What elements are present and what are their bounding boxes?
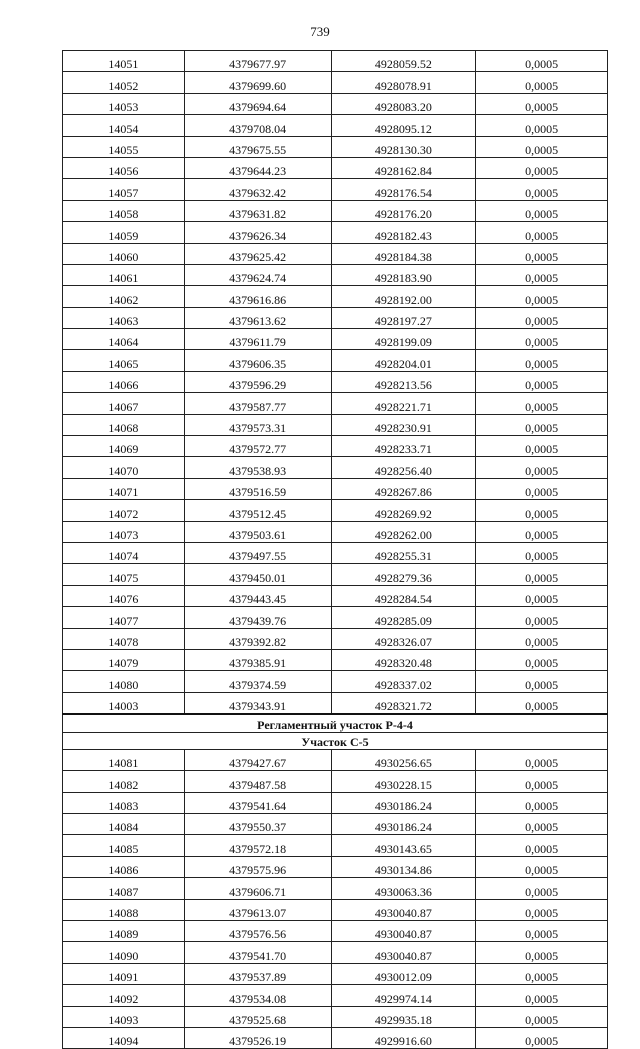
accuracy-value-cell: 0,0005	[476, 371, 608, 392]
point-number-cell: 14058	[63, 200, 185, 221]
accuracy-value-cell: 0,0005	[476, 521, 608, 542]
y-coordinate-cell: 4928230.91	[331, 414, 476, 435]
y-coordinate-cell: 4928176.20	[331, 200, 476, 221]
accuracy-value-cell: 0,0005	[476, 436, 608, 457]
x-coordinate-cell: 4379450.01	[184, 564, 331, 585]
y-coordinate-cell: 4930256.65	[331, 749, 476, 770]
x-coordinate-cell: 4379541.64	[184, 792, 331, 813]
table-row	[63, 835, 608, 856]
accuracy-value-cell: 0,0005	[476, 1027, 608, 1048]
point-number-cell: 14084	[63, 814, 185, 835]
accuracy-value-cell: 0,0005	[476, 921, 608, 942]
accuracy-value-cell: 0,0005	[476, 500, 608, 521]
y-coordinate-cell: 4928320.48	[331, 649, 476, 670]
accuracy-value-cell: 0,0005	[476, 264, 608, 285]
y-coordinate-cell: 4928326.07	[331, 628, 476, 649]
coordinates-block-2	[63, 749, 608, 1048]
accuracy-value-cell: 0,0005	[476, 307, 608, 328]
table-row	[63, 500, 608, 521]
table-row	[63, 222, 608, 243]
y-coordinate-cell: 4930228.15	[331, 771, 476, 792]
y-coordinate-cell: 4928176.54	[331, 179, 476, 200]
x-coordinate-cell: 4379538.93	[184, 457, 331, 478]
y-coordinate-cell: 4928199.09	[331, 329, 476, 350]
x-coordinate-cell: 4379572.77	[184, 436, 331, 457]
point-number-cell: 14073	[63, 521, 185, 542]
point-number-cell: 14068	[63, 414, 185, 435]
accuracy-value-cell: 0,0005	[476, 93, 608, 114]
accuracy-value-cell: 0,0005	[476, 51, 608, 72]
point-number-cell: 14077	[63, 607, 185, 628]
subsection-title: Участок С-5	[63, 732, 608, 749]
accuracy-value-cell: 0,0005	[476, 649, 608, 670]
y-coordinate-cell: 4928284.54	[331, 585, 476, 606]
x-coordinate-cell: 4379512.45	[184, 500, 331, 521]
table-row	[63, 307, 608, 328]
point-number-cell: 14074	[63, 542, 185, 563]
table-row	[63, 393, 608, 414]
table-row	[63, 436, 608, 457]
point-number-cell: 14090	[63, 942, 185, 963]
x-coordinate-cell: 4379537.89	[184, 963, 331, 984]
point-number-cell: 14092	[63, 985, 185, 1006]
point-number-cell: 14054	[63, 115, 185, 136]
x-coordinate-cell: 4379616.86	[184, 286, 331, 307]
point-number-cell: 14071	[63, 478, 185, 499]
x-coordinate-cell: 4379613.07	[184, 899, 331, 920]
table-row	[63, 521, 608, 542]
table-row	[63, 93, 608, 114]
point-number-cell: 14057	[63, 179, 185, 200]
accuracy-value-cell: 0,0005	[476, 329, 608, 350]
table-row	[63, 878, 608, 899]
y-coordinate-cell: 4928279.36	[331, 564, 476, 585]
x-coordinate-cell: 4379606.71	[184, 878, 331, 899]
y-coordinate-cell: 4930186.24	[331, 814, 476, 835]
x-coordinate-cell: 4379572.18	[184, 835, 331, 856]
table-row	[63, 157, 608, 178]
x-coordinate-cell: 4379497.55	[184, 542, 331, 563]
x-coordinate-cell: 4379632.42	[184, 179, 331, 200]
accuracy-value-cell: 0,0005	[476, 771, 608, 792]
table-row	[63, 792, 608, 813]
accuracy-value-cell: 0,0005	[476, 179, 608, 200]
y-coordinate-cell: 4928204.01	[331, 350, 476, 371]
x-coordinate-cell: 4379427.67	[184, 749, 331, 770]
x-coordinate-cell: 4379644.23	[184, 157, 331, 178]
x-coordinate-cell: 4379613.62	[184, 307, 331, 328]
accuracy-value-cell: 0,0005	[476, 542, 608, 563]
accuracy-value-cell: 0,0005	[476, 692, 608, 714]
x-coordinate-cell: 4379534.08	[184, 985, 331, 1006]
y-coordinate-cell: 4928078.91	[331, 72, 476, 93]
table-row	[63, 478, 608, 499]
accuracy-value-cell: 0,0005	[476, 856, 608, 877]
y-coordinate-cell: 4928255.31	[331, 542, 476, 563]
coordinates-block-1	[63, 51, 608, 715]
accuracy-value-cell: 0,0005	[476, 564, 608, 585]
x-coordinate-cell: 4379443.45	[184, 585, 331, 606]
accuracy-value-cell: 0,0005	[476, 72, 608, 93]
y-coordinate-cell: 4928213.56	[331, 371, 476, 392]
point-number-cell: 14063	[63, 307, 185, 328]
point-number-cell: 14086	[63, 856, 185, 877]
y-coordinate-cell: 4928285.09	[331, 607, 476, 628]
accuracy-value-cell: 0,0005	[476, 899, 608, 920]
table-row	[63, 564, 608, 585]
x-coordinate-cell: 4379694.64	[184, 93, 331, 114]
point-number-cell: 14064	[63, 329, 185, 350]
table-row	[63, 286, 608, 307]
y-coordinate-cell: 4928192.00	[331, 286, 476, 307]
x-coordinate-cell: 4379374.59	[184, 671, 331, 692]
table-row	[63, 1027, 608, 1048]
y-coordinate-cell: 4930134.86	[331, 856, 476, 877]
point-number-cell: 14053	[63, 93, 185, 114]
x-coordinate-cell: 4379550.37	[184, 814, 331, 835]
accuracy-value-cell: 0,0005	[476, 985, 608, 1006]
accuracy-value-cell: 0,0005	[476, 1006, 608, 1027]
page-number: 739	[310, 24, 330, 39]
y-coordinate-cell: 4930186.24	[331, 792, 476, 813]
x-coordinate-cell: 4379596.29	[184, 371, 331, 392]
y-coordinate-cell: 4930063.36	[331, 878, 476, 899]
y-coordinate-cell: 4928162.84	[331, 157, 476, 178]
point-number-cell: 14065	[63, 350, 185, 371]
accuracy-value-cell: 0,0005	[476, 136, 608, 157]
table-row	[63, 72, 608, 93]
table-row	[63, 814, 608, 835]
point-number-cell: 14070	[63, 457, 185, 478]
y-coordinate-cell: 4930040.87	[331, 921, 476, 942]
accuracy-value-cell: 0,0005	[476, 585, 608, 606]
x-coordinate-cell: 4379587.77	[184, 393, 331, 414]
y-coordinate-cell: 4928184.38	[331, 243, 476, 264]
accuracy-value-cell: 0,0005	[476, 414, 608, 435]
y-coordinate-cell: 4928095.12	[331, 115, 476, 136]
table-row	[63, 671, 608, 692]
accuracy-value-cell: 0,0005	[476, 457, 608, 478]
x-coordinate-cell: 4379487.58	[184, 771, 331, 792]
accuracy-value-cell: 0,0005	[476, 607, 608, 628]
table-row	[63, 771, 608, 792]
point-number-cell: 14056	[63, 157, 185, 178]
point-number-cell: 14055	[63, 136, 185, 157]
y-coordinate-cell: 4928221.71	[331, 393, 476, 414]
y-coordinate-cell: 4929916.60	[331, 1027, 476, 1048]
table-row	[63, 1006, 608, 1027]
table-row	[63, 921, 608, 942]
table-row	[63, 749, 608, 770]
x-coordinate-cell: 4379625.42	[184, 243, 331, 264]
y-coordinate-cell: 4928130.30	[331, 136, 476, 157]
point-number-cell: 14059	[63, 222, 185, 243]
x-coordinate-cell: 4379503.61	[184, 521, 331, 542]
accuracy-value-cell: 0,0005	[476, 200, 608, 221]
table-row	[63, 942, 608, 963]
accuracy-value-cell: 0,0005	[476, 835, 608, 856]
point-number-cell: 14060	[63, 243, 185, 264]
accuracy-value-cell: 0,0005	[476, 792, 608, 813]
accuracy-value-cell: 0,0005	[476, 393, 608, 414]
x-coordinate-cell: 4379626.34	[184, 222, 331, 243]
point-number-cell: 14062	[63, 286, 185, 307]
accuracy-value-cell: 0,0005	[476, 942, 608, 963]
point-number-cell: 14067	[63, 393, 185, 414]
accuracy-value-cell: 0,0005	[476, 350, 608, 371]
accuracy-value-cell: 0,0005	[476, 814, 608, 835]
point-number-cell: 14078	[63, 628, 185, 649]
table-row	[63, 371, 608, 392]
table-row	[63, 329, 608, 350]
y-coordinate-cell: 4928262.00	[331, 521, 476, 542]
section-title: Регламентный участок Р-4-4	[63, 714, 608, 732]
point-number-cell: 14003	[63, 692, 185, 714]
point-number-cell: 14088	[63, 899, 185, 920]
table-row	[63, 414, 608, 435]
section-header-block	[63, 714, 608, 749]
table-row	[63, 350, 608, 371]
x-coordinate-cell: 4379606.35	[184, 350, 331, 371]
y-coordinate-cell: 4929935.18	[331, 1006, 476, 1027]
accuracy-value-cell: 0,0005	[476, 157, 608, 178]
y-coordinate-cell: 4928321.72	[331, 692, 476, 714]
x-coordinate-cell: 4379385.91	[184, 649, 331, 670]
y-coordinate-cell: 4928233.71	[331, 436, 476, 457]
accuracy-value-cell: 0,0005	[476, 115, 608, 136]
accuracy-value-cell: 0,0005	[476, 243, 608, 264]
table-row	[63, 899, 608, 920]
x-coordinate-cell: 4379575.96	[184, 856, 331, 877]
y-coordinate-cell: 4928182.43	[331, 222, 476, 243]
point-number-cell: 14081	[63, 749, 185, 770]
x-coordinate-cell: 4379392.82	[184, 628, 331, 649]
y-coordinate-cell: 4928197.27	[331, 307, 476, 328]
table-row	[63, 179, 608, 200]
y-coordinate-cell: 4928269.92	[331, 500, 476, 521]
point-number-cell: 14094	[63, 1027, 185, 1048]
accuracy-value-cell: 0,0005	[476, 628, 608, 649]
point-number-cell: 14061	[63, 264, 185, 285]
table-row	[63, 856, 608, 877]
point-number-cell: 14083	[63, 792, 185, 813]
subsection-title-row	[63, 732, 608, 749]
table-row	[63, 692, 608, 714]
table-row	[63, 264, 608, 285]
x-coordinate-cell: 4379699.60	[184, 72, 331, 93]
table-row	[63, 607, 608, 628]
table-row	[63, 585, 608, 606]
x-coordinate-cell: 4379624.74	[184, 264, 331, 285]
table-row	[63, 115, 608, 136]
table-row	[63, 649, 608, 670]
x-coordinate-cell: 4379708.04	[184, 115, 331, 136]
x-coordinate-cell: 4379573.31	[184, 414, 331, 435]
x-coordinate-cell: 4379631.82	[184, 200, 331, 221]
accuracy-value-cell: 0,0005	[476, 963, 608, 984]
accuracy-value-cell: 0,0005	[476, 878, 608, 899]
table-row	[63, 200, 608, 221]
x-coordinate-cell: 4379576.56	[184, 921, 331, 942]
point-number-cell: 14066	[63, 371, 185, 392]
y-coordinate-cell: 4928267.86	[331, 478, 476, 499]
accuracy-value-cell: 0,0005	[476, 671, 608, 692]
x-coordinate-cell: 4379525.68	[184, 1006, 331, 1027]
y-coordinate-cell: 4928083.20	[331, 93, 476, 114]
point-number-cell: 14093	[63, 1006, 185, 1027]
point-number-cell: 14076	[63, 585, 185, 606]
accuracy-value-cell: 0,0005	[476, 222, 608, 243]
y-coordinate-cell: 4930040.87	[331, 942, 476, 963]
y-coordinate-cell: 4928183.90	[331, 264, 476, 285]
x-coordinate-cell: 4379526.19	[184, 1027, 331, 1048]
table-row	[63, 457, 608, 478]
point-number-cell: 14085	[63, 835, 185, 856]
y-coordinate-cell: 4928059.52	[331, 51, 476, 72]
x-coordinate-cell: 4379675.55	[184, 136, 331, 157]
y-coordinate-cell: 4928256.40	[331, 457, 476, 478]
table-row	[63, 51, 608, 72]
x-coordinate-cell: 4379439.76	[184, 607, 331, 628]
point-number-cell: 14069	[63, 436, 185, 457]
section-title-row	[63, 714, 608, 732]
point-number-cell: 14080	[63, 671, 185, 692]
y-coordinate-cell: 4929974.14	[331, 985, 476, 1006]
point-number-cell: 14072	[63, 500, 185, 521]
x-coordinate-cell: 4379677.97	[184, 51, 331, 72]
x-coordinate-cell: 4379541.70	[184, 942, 331, 963]
point-number-cell: 14087	[63, 878, 185, 899]
x-coordinate-cell: 4379516.59	[184, 478, 331, 499]
table-row	[63, 542, 608, 563]
y-coordinate-cell: 4928337.02	[331, 671, 476, 692]
point-number-cell: 14075	[63, 564, 185, 585]
table-row	[63, 243, 608, 264]
accuracy-value-cell: 0,0005	[476, 749, 608, 770]
table-row	[63, 628, 608, 649]
table-row	[63, 136, 608, 157]
accuracy-value-cell: 0,0005	[476, 478, 608, 499]
point-number-cell: 14082	[63, 771, 185, 792]
point-number-cell: 14089	[63, 921, 185, 942]
point-number-cell: 14091	[63, 963, 185, 984]
point-number-cell: 14051	[63, 51, 185, 72]
y-coordinate-cell: 4930012.09	[331, 963, 476, 984]
table-row	[63, 985, 608, 1006]
point-number-cell: 14052	[63, 72, 185, 93]
coordinates-table	[62, 50, 608, 1049]
y-coordinate-cell: 4930143.65	[331, 835, 476, 856]
table-row	[63, 963, 608, 984]
x-coordinate-cell: 4379611.79	[184, 329, 331, 350]
x-coordinate-cell: 4379343.91	[184, 692, 331, 714]
point-number-cell: 14079	[63, 649, 185, 670]
accuracy-value-cell: 0,0005	[476, 286, 608, 307]
y-coordinate-cell: 4930040.87	[331, 899, 476, 920]
